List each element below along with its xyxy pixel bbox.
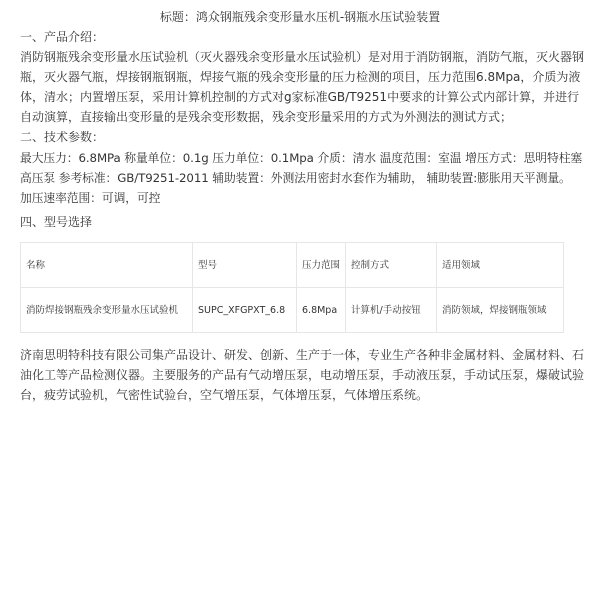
- table-header-cell: 压力范围: [297, 243, 346, 288]
- model-table: [20, 242, 564, 333]
- tech-heading: 二、技术参数：: [20, 130, 105, 144]
- table-cell-control: 计算机/手动按钮: [346, 288, 437, 333]
- table-cell-field: 消防领域，焊接钢瓶领域: [437, 288, 564, 333]
- page-title: 标题：鸿众钢瓶残余变形量水压机-钢瓶水压试验装置: [159, 10, 441, 24]
- table-header-cell: 名称: [21, 243, 193, 288]
- intro-heading: 一、产品介绍：: [20, 30, 105, 44]
- company-paragraph: 济南思明特科技有限公司集产品设计、研发、创新、生产于一体，专业生产各种非金属材料、金属材料、石油化工等产品检测仪器。主要服务的产品有气动增压泵，电动增压泵，手动液压泵，手动试压泵，爆破试验台，疲劳试验机，气密性试验台，空气增压泵，气体增压泵，气体增压系统。: [20, 348, 585, 402]
- table-cell-model: SUPC_XFGPXT_6.8: [193, 288, 297, 333]
- table-row: [21, 288, 564, 333]
- table-header-cell: 型号: [193, 243, 297, 288]
- model-heading: 四、型号选择: [20, 215, 93, 229]
- table-header-cell: 适用领域: [437, 243, 564, 288]
- table-cell-name: 消防焊接钢瓶残余变形量水压试验机: [21, 288, 193, 333]
- table-header-cell: 控制方式: [346, 243, 437, 288]
- intro-paragraph: 消防钢瓶残余变形量水压试验机（灭火器残余变形量水压试验机）是对用于消防钢瓶，消防气瓶，灭火器钢瓶，灭火器气瓶，焊接钢瓶钢瓶，焊接气瓶的残余变形量的压力检测的项目，压力范围6.8Mpa，介质为液体，清水；内置增压泵，采用计算机控制的方式对g家标准GB/T9251中要求的计算公式内部计算，并进行自动演算，直接输出变形量的是残余变形数据，残余变形量采用的方式为外测法的测试方式；: [20, 50, 585, 124]
- tech-paragraph: 最大压力：6.8MPa 称量单位：0.1g 压力单位：0.1Mpa 介质：清水 温度范围：室温 增压方式：思明特柱塞高压泵 参考标准：GB/T9251-2011 辅助装置：外测法用密封水套作为辅助， 辅助装置:膨胀用天平测量。 加压速率范围：可调，可控: [20, 151, 583, 205]
- table-cell-pressure: 6.8Mpa: [297, 288, 346, 333]
- table-header-row: [21, 243, 564, 288]
